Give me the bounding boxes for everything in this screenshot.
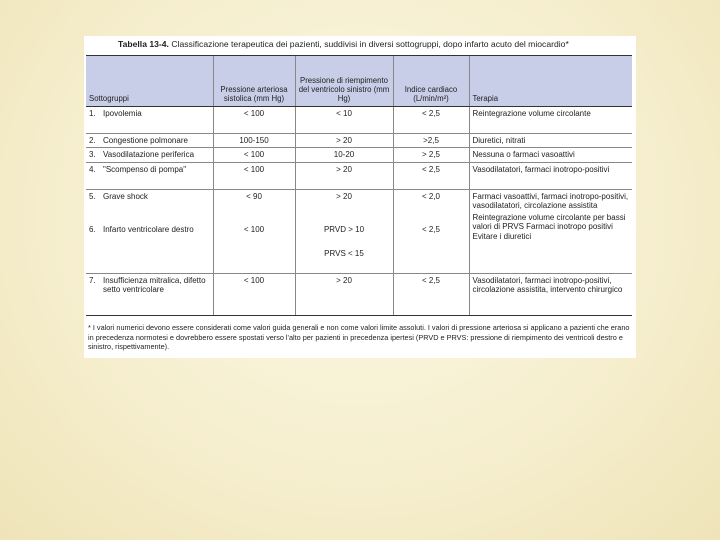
- table-header-row: [86, 56, 632, 107]
- cell-therapy: Vasodilatatori, farmaci inotropo-positivi, circolazione assistita, intervento chirurgico: [469, 273, 632, 315]
- col-header-index: Indice cardiaco (L/min/m²): [393, 56, 469, 107]
- cell-subgroup: 3. Vasodilatazione periferica: [86, 148, 213, 162]
- cell-therapy: Diuretici, nitrati: [469, 134, 632, 148]
- cell-subgroup: 1. Ipovolemia: [86, 107, 213, 134]
- cell-subgroup: 5. Grave shock 6. Infarto ventricolare destro: [86, 189, 213, 273]
- col-header-filling: Pressione di riempimento del ventricolo sinistro (mm Hg): [295, 56, 393, 107]
- cell-systolic: < 100: [213, 148, 295, 162]
- table-row: [86, 162, 632, 189]
- classification-table: [86, 55, 632, 316]
- cell-systolic: < 100: [213, 107, 295, 134]
- cell-filling: > 20: [295, 273, 393, 315]
- cell-therapy: Vasodilatatori, farmaci inotropo-positivi: [469, 162, 632, 189]
- cell-therapy: Nessuna o farmaci vasoattivi: [469, 148, 632, 162]
- cell-filling: > 20 PRVD > 10 PRVS < 15: [295, 189, 393, 273]
- table-footnote: * I valori numerici devono essere considerati come valori guida generali e non come valori limite assoluti. I valori di pressione arteriosa si applicano a pazienti che erano in precedenza normotesi e dovrebbero essere spostati verso l'alto per pazienti in precedenza ipertesi (PRVD e PRVS: pressione di riempimento dei ventricoli destro e sinistro, rispettivamente).: [88, 323, 630, 352]
- table-row: [86, 189, 632, 273]
- col-header-systolic: Pressione arteriosa sistolica (mm Hg): [213, 56, 295, 107]
- table-row: [86, 148, 632, 162]
- table-title: [118, 39, 630, 49]
- cell-systolic: < 90 < 100: [213, 189, 295, 273]
- cell-subgroup: 4. "Scompenso di pompa": [86, 162, 213, 189]
- cell-systolic: 100-150: [213, 134, 295, 148]
- col-header-subgroups: Sottogruppi: [86, 56, 213, 107]
- cell-index: > 2,5: [393, 148, 469, 162]
- col-header-therapy: Terapia: [469, 56, 632, 107]
- cell-therapy: Reintegrazione volume circolante: [469, 107, 632, 134]
- cell-index: >2,5: [393, 134, 469, 148]
- cell-index: < 2,5: [393, 273, 469, 315]
- cell-systolic: < 100: [213, 162, 295, 189]
- cell-therapy: Farmaci vasoattivi, farmaci inotropo-positivi, vasodilatatori, circolazione assistita Reintegrazione volume circolante per bassi valori di PRVS Farmaci inotropo positivi Evitare i diuretici: [469, 189, 632, 273]
- table-row: [86, 107, 632, 134]
- cell-filling: < 10: [295, 107, 393, 134]
- cell-filling: 10-20: [295, 148, 393, 162]
- table-row: [86, 134, 632, 148]
- cell-subgroup: 7. Insufficienza mitralica, difetto setto ventricolare: [86, 273, 213, 315]
- cell-filling: > 20: [295, 134, 393, 148]
- cell-filling: > 20: [295, 162, 393, 189]
- cell-subgroup: 2. Congestione polmonare: [86, 134, 213, 148]
- table-title-label: Tabella 13-4.: [118, 39, 169, 49]
- cell-index: < 2,5: [393, 107, 469, 134]
- cell-index: < 2,0 < 2,5: [393, 189, 469, 273]
- table-row: [86, 273, 632, 315]
- cell-systolic: < 100: [213, 273, 295, 315]
- table-title-text: Classificazione terapeutica dei pazienti, suddivisi in diversi sottogruppi, dopo infarto acuto del miocardio*: [171, 39, 569, 49]
- table-figure: [84, 36, 636, 358]
- cell-index: < 2,5: [393, 162, 469, 189]
